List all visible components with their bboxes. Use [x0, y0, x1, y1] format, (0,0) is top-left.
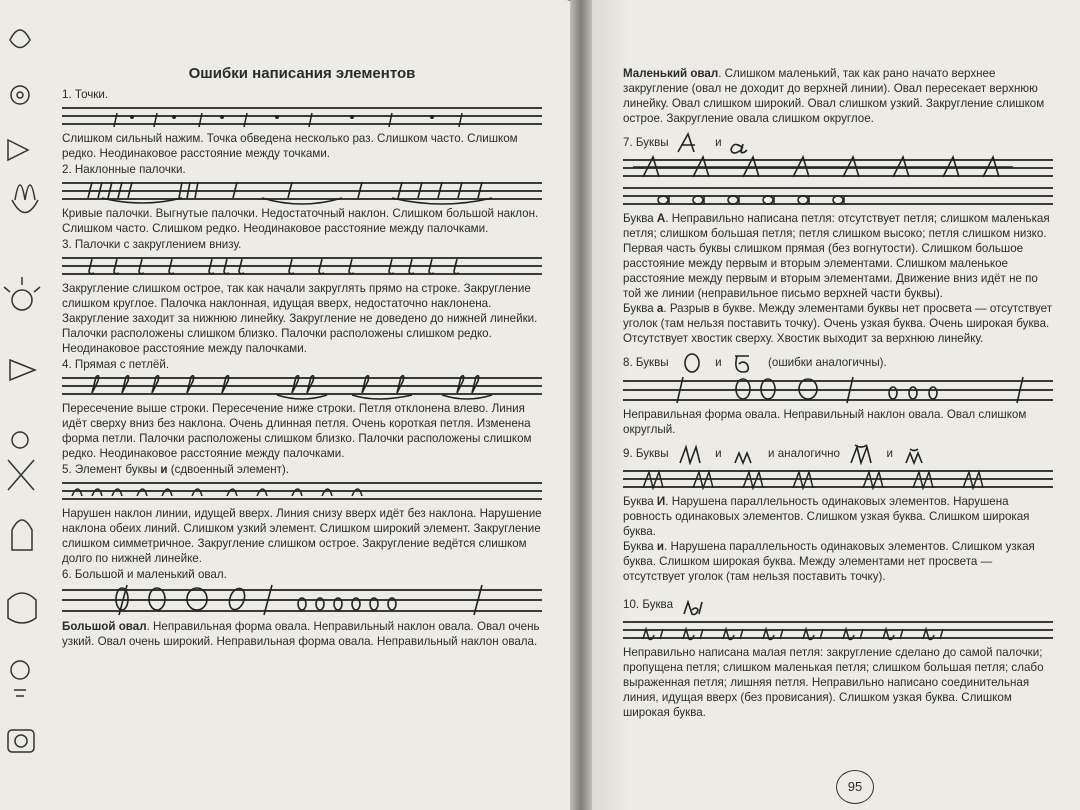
- section-8-title: [623, 352, 1053, 374]
- writing-line: [623, 183, 1053, 209]
- right-column: [623, 66, 1053, 720]
- loop-sticks-sample: [62, 373, 542, 399]
- section-7-text-A-start: Буква: [623, 212, 657, 225]
- left-column: [62, 66, 542, 649]
- letter-A-glyph: [672, 132, 712, 154]
- right-page: [589, 0, 1080, 810]
- section-9-text-i-start: Буква: [623, 540, 657, 553]
- page-number: 95: [836, 770, 874, 804]
- writing-line: [62, 253, 542, 279]
- writing-line: [62, 478, 542, 504]
- section-9-text-i-body: . Нарушена параллельность одинаковых элементов. Слишком узкая буква. Слишком широкая буква. Между элементами нет просвета — отсутствует уголок (там нельзя поставить точку).: [623, 540, 1035, 583]
- writing-line: [623, 155, 1053, 181]
- writing-line: [623, 375, 1053, 405]
- hooked-sticks-sample: [62, 253, 542, 279]
- writing-line: [62, 583, 542, 617]
- section-6-text: [62, 619, 542, 649]
- section-10-text: Неправильно написана малая петля: закругление сделано до самой палочки; пропущена петля; слишком маленькая петля; слишком большая петля; слабо выраженная петля; лишняя петля. Неправильно написано соединительная линия, идущая вверх (без провисания). Слишком узкая буква. Слишком широкая буква.: [623, 646, 1044, 719]
- section-7-text-a-start: Буква: [623, 302, 657, 315]
- letter-O-glyph: [672, 352, 712, 374]
- section-10-title: [623, 594, 1053, 616]
- section-4-title: 4. Прямая с петлёй.: [62, 358, 170, 371]
- section-3-text: Закругление слишком острое, так как начали закруглять прямо на строке. Закругление слишком круглое. Палочка наклонная, идущая вверх, недостаточно наклонена. Закругление заходит за нижнюю линейку. Закругление не доведено до нижней линейки. Палочки расположены слишком близко. Палочки расположены слишком редко. Неодинаковое расстояние между палочками.: [62, 282, 538, 355]
- section-9-mid: и аналогично: [768, 447, 840, 461]
- section-6-lead: Большой овал: [62, 620, 147, 633]
- letter-i-glyph: [725, 443, 765, 465]
- section-6-title: 6. Большой и маленький овал.: [62, 568, 227, 581]
- writing-line: [62, 103, 542, 129]
- section-9-letter-i: и: [656, 540, 665, 553]
- section-1-title: 1. Точки.: [62, 88, 109, 101]
- section-1-text: Слишком сильный нажим. Точка обведена несколько раз. Слишком часто. Слишком редко. Неодинаковое расстояние между точками.: [62, 132, 518, 160]
- section-7-title: [623, 132, 1053, 154]
- section-7-text-a: [623, 301, 1053, 346]
- section-9-and: и: [715, 447, 722, 461]
- section-7-and: и: [715, 136, 722, 150]
- letter-y-glyph: [896, 443, 936, 465]
- section-4-text: Пересечение выше строки. Пересечение ниже строки. Петля отклонена влево. Линия идёт сверху вниз без наклона. Очень длинная петля. Очень короткая петля. Изменена форма петли. Палочки расположены слишком близко. Палочки расположены слишком редко. Неодинаковое расстояние между палочками.: [62, 402, 532, 460]
- section-5-title-end: (сдвоенный элемент).: [167, 463, 290, 476]
- writing-line: [623, 466, 1053, 492]
- writing-line: [623, 617, 1053, 643]
- section-9-and-2: и: [886, 447, 893, 461]
- letter-yery-glyph: [676, 594, 716, 616]
- section-8-and: и: [715, 356, 722, 370]
- section-7-text-a-body: . Разрыв в букве. Между элементами буквы нет просвета — отсутствует уголок (там нельзя поставить точку). Очень узкая буква. Очень широкая буква. Отсутствует хвостик сверху. Хвостик выходит за верхнюю линейку.: [623, 302, 1053, 345]
- section-7-letter-a: а: [656, 302, 664, 315]
- section-7-letter-A: А: [656, 212, 666, 225]
- letter-Y-glyph: [843, 443, 883, 465]
- section-9-label: 9. Буквы: [623, 447, 669, 461]
- book-spine: [570, 0, 592, 810]
- page-heading: Ошибки написания элементов: [188, 65, 416, 82]
- letters-I-sample: [623, 466, 1053, 492]
- small-oval-body: . Слишком маленький, так как рано начато верхнее закругление (овал не доходит до верхней линии). Овал пересекает верхнюю линейку. Овал слишком широкий. Овал слишком узкий. Закругление слишком острое. Закругление овала слишком округлое.: [623, 67, 1045, 125]
- section-2-title: 2. Наклонные палочки.: [62, 163, 186, 176]
- ovals-sample: [62, 583, 542, 617]
- section-3-title: 3. Палочки с закруглением внизу.: [62, 238, 242, 251]
- letter-a-glyph: [725, 132, 765, 154]
- section-7-text-A: [623, 211, 1053, 301]
- section-7-label: 7. Буквы: [623, 136, 669, 150]
- section-8-suffix: (ошибки аналогичны).: [768, 356, 887, 370]
- section-9-text-I-body: . Нарушена параллельность одинаковых элементов. Нарушена ровность одинаковых элементов. Слишком узкая буква. Слишком широкая буква.: [623, 495, 1030, 538]
- section-8-text: Неправильная форма овала. Неправильный наклон овала. Овал слишком округлый.: [623, 408, 1027, 436]
- writing-line: [62, 373, 542, 399]
- section-8-label: 8. Буквы: [623, 356, 669, 370]
- section-7-text-A-body: . Неправильно написана петля: отсутствует петля; слишком маленькая петля; слишком большая петля; петля слишком высоко; петля слишком низко. Первая часть буквы слишком прямая (без вогнутости). Слишком большое расстояние между первым и вторым элементами. Слишком маленькое расстояние между первым и вторым элементами. Движение вниз идёт не по той же линии (неправильное письмо верхней части буквы).: [623, 212, 1050, 300]
- section-9-text-I: [623, 494, 1053, 539]
- section-9-text-I-start: Буква: [623, 495, 657, 508]
- section-10-label: 10. Буква: [623, 598, 674, 612]
- section-9-letter-I: И: [656, 495, 666, 508]
- letters-yery-sample: [623, 617, 1053, 643]
- sticks-sample: [62, 178, 542, 204]
- writing-line: [62, 178, 542, 204]
- section-5-title-letter: и: [160, 463, 168, 476]
- oval-letters-sample: [623, 375, 1053, 405]
- letter-I-glyph: [672, 443, 712, 465]
- dots-sample: [62, 103, 542, 129]
- letters-a-sample: [623, 183, 1053, 209]
- section-5-text: Нарушен наклон линии, идущей вверх. Линия снизу вверх идёт без наклона. Нарушение наклона обеих линий. Слишком узкий элемент. Слишком широкий элемент. Закругление слишком симметричное. Закругление слишком острое. Закругление ведётся слишком долго по нижней линейке.: [62, 507, 542, 565]
- small-oval-text: [623, 66, 1053, 126]
- section-5-title: [62, 462, 542, 477]
- section-9-text-i: [623, 539, 1053, 584]
- section-6-body: . Неправильная форма овала. Неправильный наклон овала. Овал очень узкий. Овал очень широкий. Неправильная форма овала. Неправильный наклон овала.: [62, 620, 540, 648]
- small-oval-lead: Маленький овал: [623, 67, 719, 80]
- section-2-text: Кривые палочки. Выгнутые палочки. Недостаточный наклон. Слишком большой наклон. Слишком часто. Слишком редко. Неодинаковое расстояние между палочками.: [62, 207, 539, 235]
- letter-b-glyph: [725, 352, 765, 374]
- double-element-sample: [62, 478, 542, 504]
- letters-A-sample: [623, 155, 1053, 181]
- section-5-title-start: 5. Элемент буквы: [62, 463, 161, 476]
- doodle-margin: [0, 0, 46, 810]
- section-9-title: [623, 443, 1053, 465]
